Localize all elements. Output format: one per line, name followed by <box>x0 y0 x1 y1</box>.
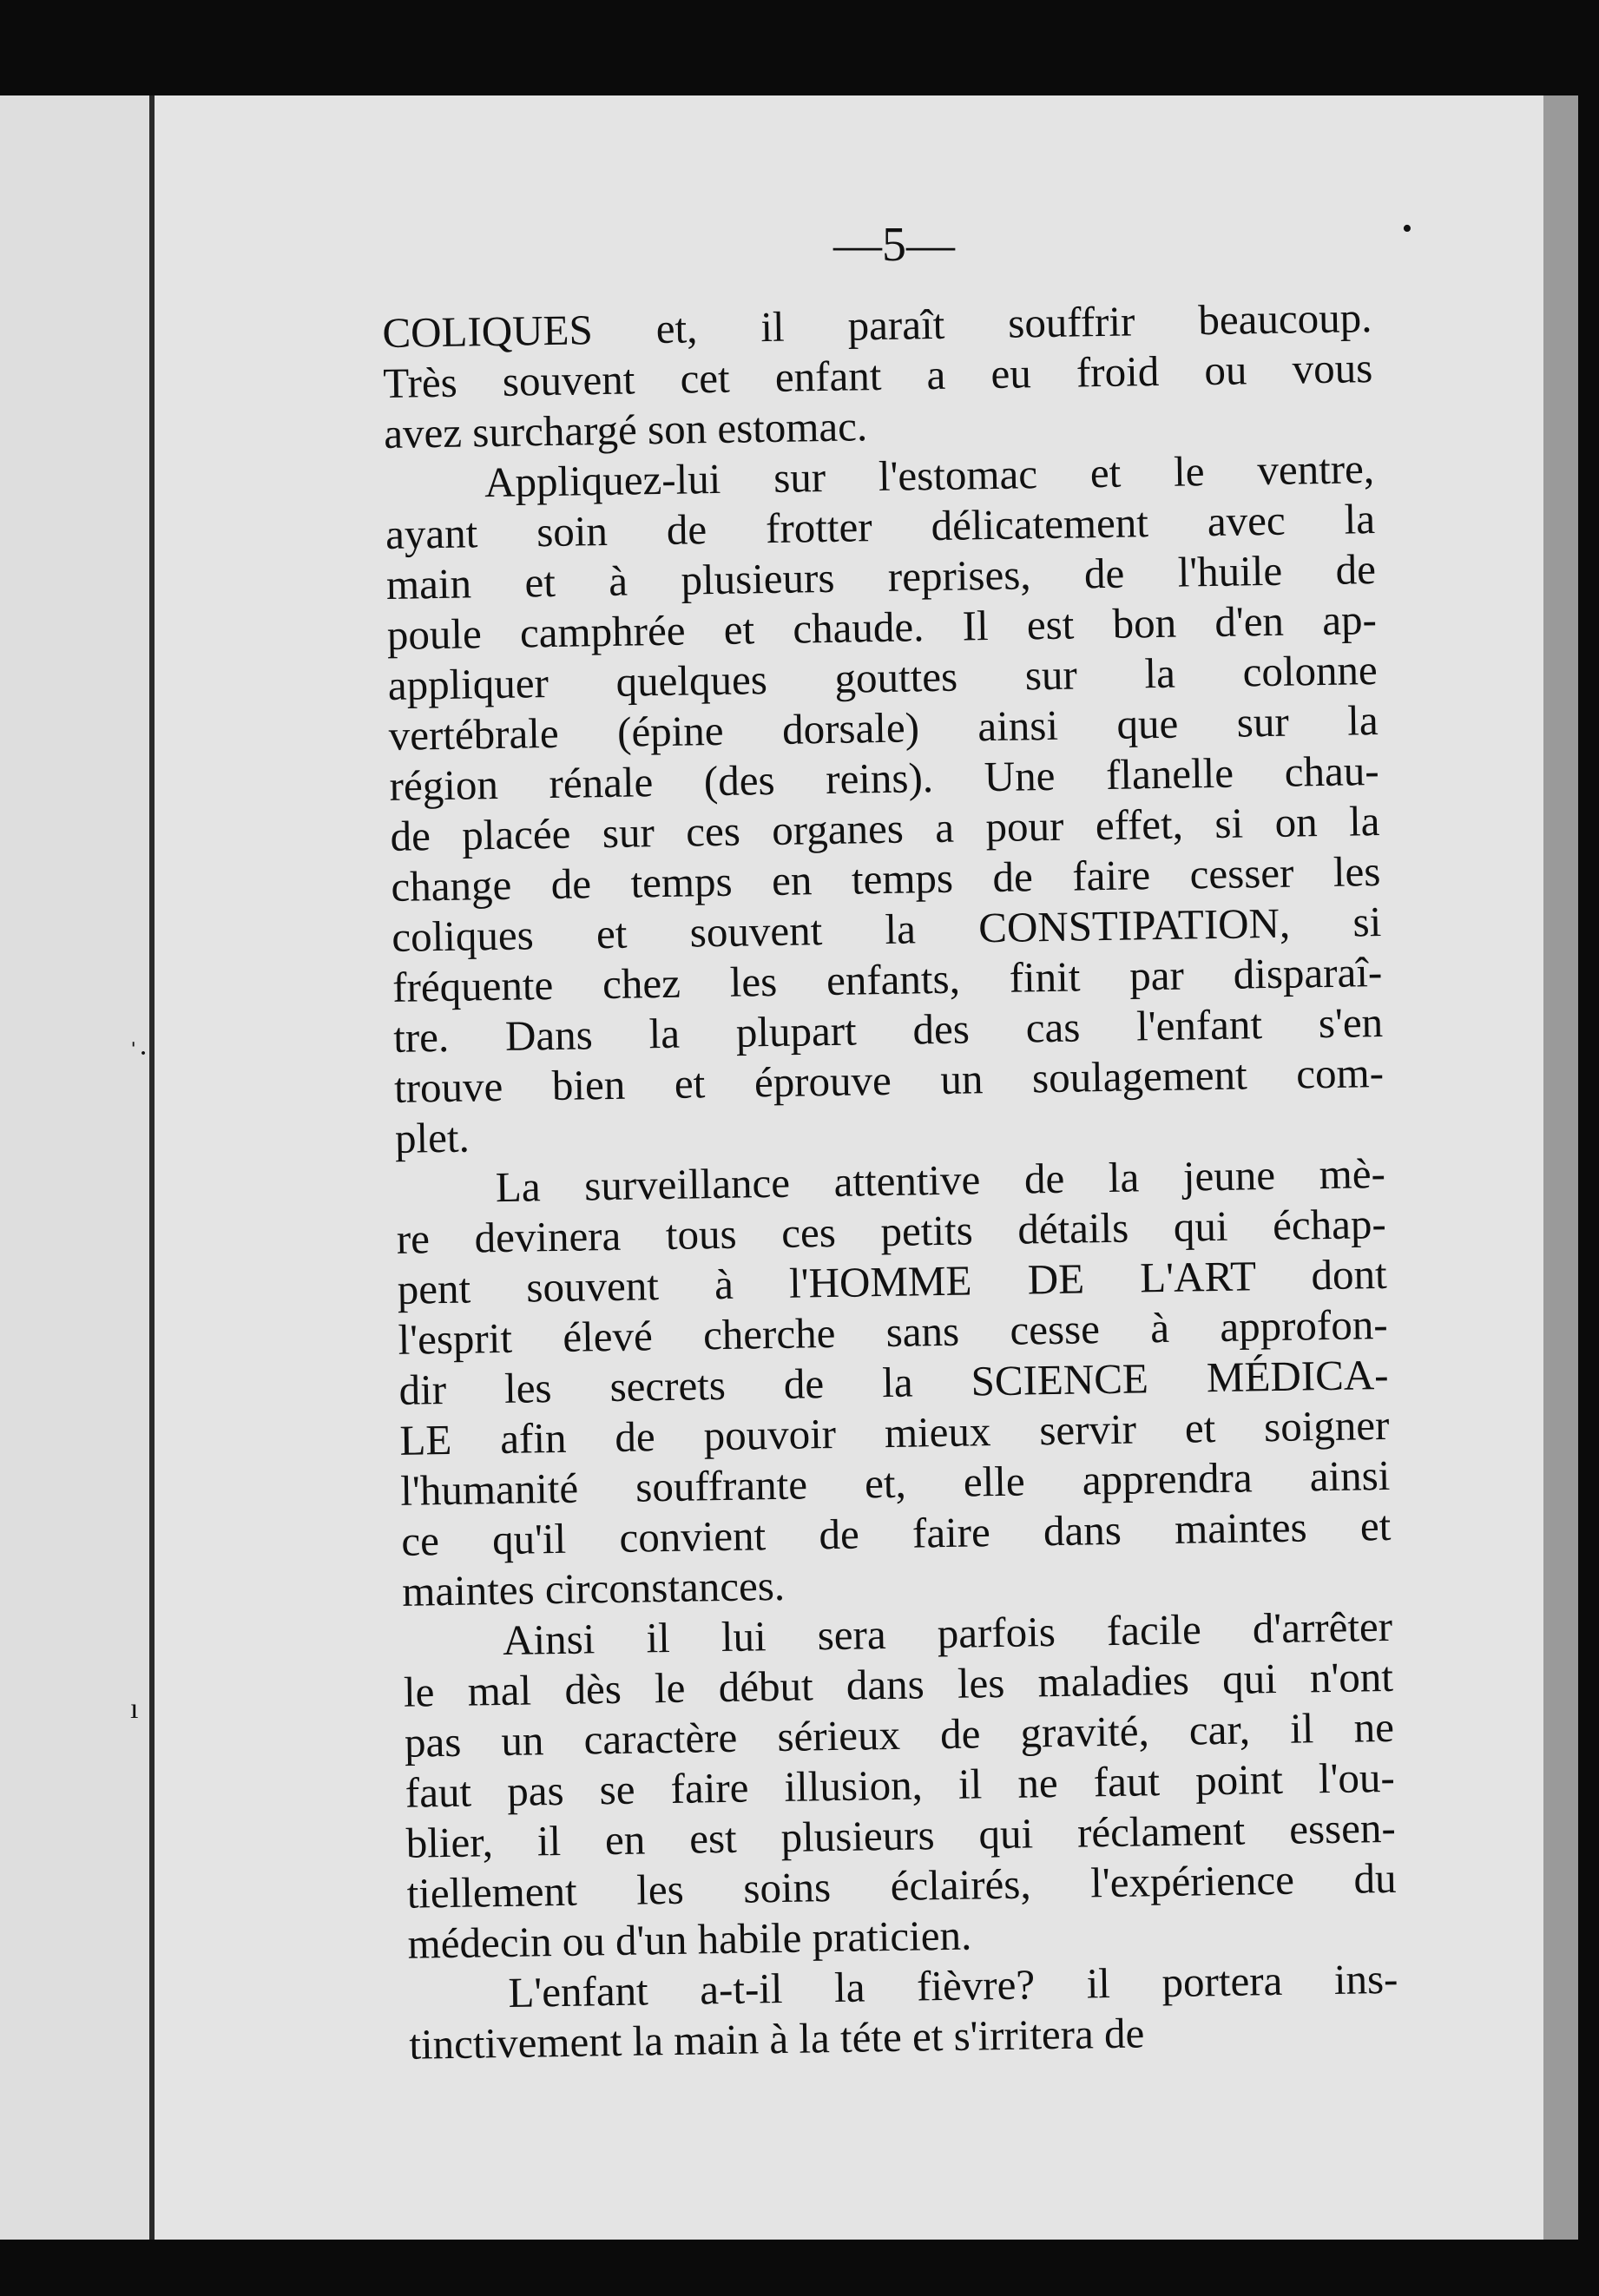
facing-page-edge <box>0 95 152 2240</box>
text-line: Appliquez-lui sur l'estomac et le ventre, <box>484 444 1375 507</box>
paragraph <box>403 1602 1398 1970</box>
text-line: blier, il en est plusieurs qui réclament essen- <box>405 1803 1397 1867</box>
text-line: appliquer quelques gouttes sur la colonne <box>387 646 1379 709</box>
text-line: pent souvent à l'HOMME DE L'ART dont <box>397 1249 1388 1313</box>
text-line: de placée sur ces organes a pour effet, si on la <box>390 797 1380 860</box>
text-line: maintes circonstances. <box>401 1561 786 1615</box>
page-edge-shadow <box>1543 95 1578 2240</box>
text-line: pas un caractère sérieux de gravité, car, il ne <box>404 1702 1395 1766</box>
text-line: tre. Dans la plupart des cas l'enfant s'en <box>392 997 1384 1062</box>
text-line: le mal dès le début dans les maladies qui n'ont <box>403 1652 1394 1716</box>
text-line: trouve bien et éprouve un soulagement com- <box>393 1048 1385 1112</box>
text-line: re devinera tous ces petits détails qui échap- <box>396 1199 1387 1263</box>
text-line: l'esprit élevé cherche sans cesse à approfon- <box>398 1299 1388 1364</box>
text-line: ce qu'il convient de faire dans maintes et <box>400 1501 1392 1565</box>
text-line: Ainsi il lui sera parfois facile d'arrêter <box>502 1602 1393 1665</box>
binding-mark: ˈ· <box>128 1037 148 1069</box>
text-line: La surveillance attentive de la jeune mè- <box>495 1148 1386 1212</box>
text-line: médecin ou d'un habile praticien. <box>407 1911 972 1968</box>
text-line: coliques et souvent la CONSTIPATION, si <box>391 898 1382 961</box>
text-line: vertébrale (épine dorsale) ainsi que sur la <box>388 696 1379 760</box>
text-line: main et à plusieurs reprises, de l'huile de <box>385 545 1377 609</box>
paragraph <box>382 293 1374 459</box>
text-line: COLIQUES et, il paraît souffrir beaucoup. <box>382 293 1372 357</box>
text-line: ayant soin de frotter délicatement avec la <box>385 495 1376 558</box>
page-number: —5— <box>833 218 955 272</box>
text-line: dir les secrets de la SCIENCE MÉDICA- <box>398 1350 1389 1414</box>
text-line: poule camphrée et chaude. Il est bon d'en ap- <box>386 595 1378 659</box>
binding-mark: ı <box>130 1693 139 1725</box>
text-line: LE afin de pouvoir mieux servir et soigner <box>399 1400 1390 1464</box>
text-line: fréquente chez les enfants, finit par disparaî- <box>392 948 1383 1011</box>
ink-speck: • <box>1402 213 1412 245</box>
paragraph <box>385 444 1385 1164</box>
text-line: faut pas se faire illusion, il ne faut point l'ou- <box>405 1753 1396 1817</box>
text-line: L'enfant a-t-il la fièvre? il portera ins- <box>508 1954 1398 2016</box>
body-text <box>382 293 1399 2070</box>
text-line: avez surchargé son estomac. <box>383 402 868 457</box>
text-line: l'humanité souffrante et, elle apprendra ainsi <box>399 1451 1391 1515</box>
text-line: région rénale (des reins). Une flanelle chau- <box>389 747 1379 810</box>
paragraph <box>408 1954 1399 2070</box>
text-line: Très souvent cet enfant a eu froid ou vous <box>382 344 1373 407</box>
paragraph <box>395 1148 1392 1617</box>
text-line: tinctivement la main à la téte et s'irritera de <box>408 2009 1145 2069</box>
text-line: plet. <box>394 1113 470 1162</box>
text-line: change de temps en temps de faire cesser les <box>391 847 1381 911</box>
text-line: tiellement les soins éclairés, l'expérience du <box>406 1853 1397 1918</box>
